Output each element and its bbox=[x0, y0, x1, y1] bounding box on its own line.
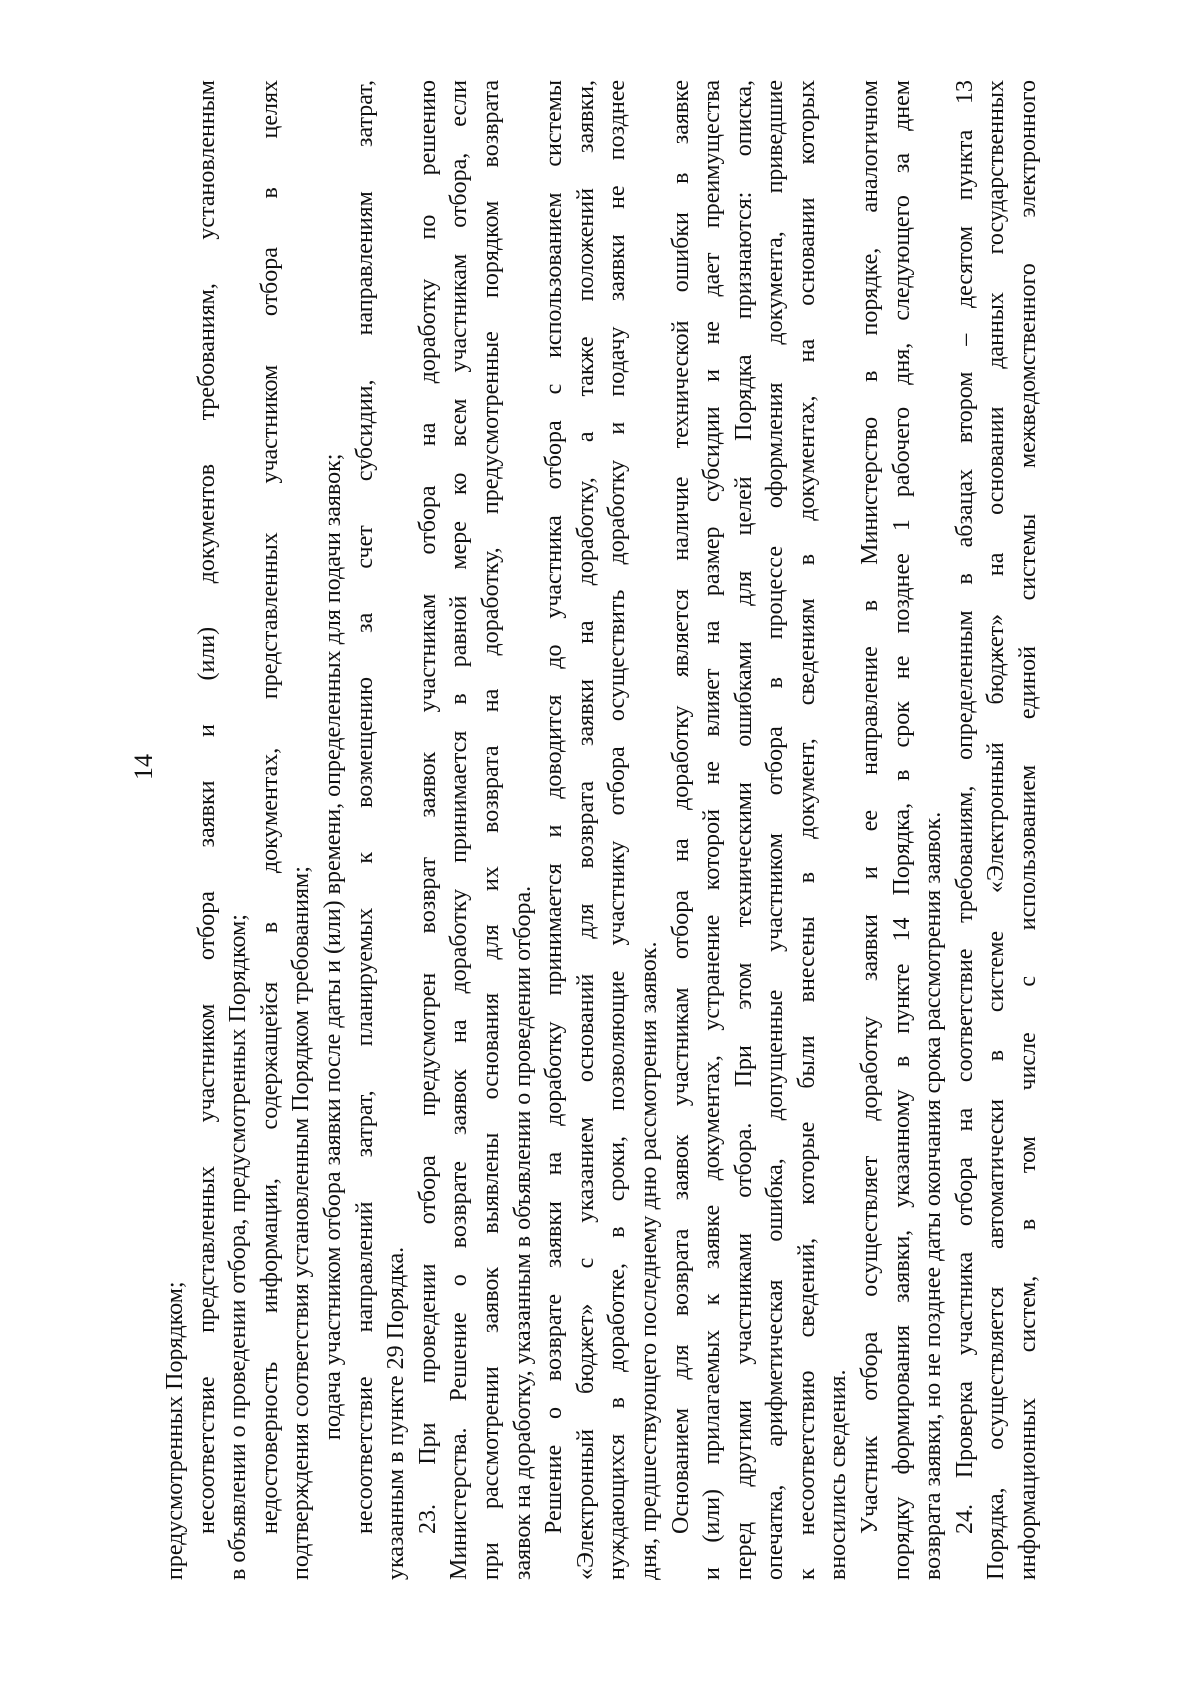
text-line: опечатка, арифметическая ошибка, допущенные участником отбора в процессе оформления документа, приведшие bbox=[762, 80, 789, 1580]
text-line: предусмотренных Порядком; bbox=[162, 1281, 188, 1580]
text-line: при рассмотрении заявок выявлены основания для их возврата на доработку, предусмотренные порядком возврата bbox=[477, 80, 504, 1580]
document-body bbox=[160, 80, 1040, 1580]
text-line: 24. Проверка участника отбора на соответствие требованиям, определенным в абзацах втором – десятом пункта 13 bbox=[951, 80, 978, 1534]
text-line: перед другими участниками отбора. При этом техническими ошибками для целей Порядка признаются: описка, bbox=[730, 80, 757, 1580]
text-line: заявок на доработку, указанным в объявлении о проведении отбора. bbox=[509, 885, 536, 1580]
text-line: Порядка, осуществляется автоматически в системе «Электронный бюджет» на основании данных государственных bbox=[983, 80, 1010, 1580]
text-line: вносились сведения. bbox=[825, 1369, 852, 1580]
text-line: Министерства. Решение о возврате заявок на доработку принимается в равной мере ко всем участникам отбора, если bbox=[446, 80, 473, 1580]
text-line: указанным в пункте 29 Порядка. bbox=[383, 1246, 410, 1580]
text-line: Решение о возврате заявки на доработку принимается и доводится до участника отбора с использованием системы bbox=[541, 80, 568, 1534]
text-line: Участник отбора осуществляет доработку заявки и ее направление в Министерство в порядке, аналогичном bbox=[857, 80, 884, 1534]
text-line: Основанием для возврата заявок участникам отбора на доработку является наличие технической ошибки в заявке bbox=[667, 80, 694, 1534]
text-line: несоответствие представленных участником отбора заявки и (или) документов требованиям, установленным bbox=[193, 80, 220, 1534]
text-line: 23. При проведении отбора предусмотрен возврат заявок участникам отбора на доработку по решению bbox=[414, 80, 441, 1534]
page-number: 14 bbox=[129, 754, 158, 780]
text-line: в объявлении о проведении отбора, предусмотренных Порядком; bbox=[225, 914, 252, 1580]
text-line: и (или) прилагаемых к заявке документах, устранение которой не влияет на размер субсидии и не дает преимущества bbox=[699, 80, 726, 1580]
text-line: подача участником отбора заявки после даты и (или) времени, определенных для подачи заявок; bbox=[319, 453, 346, 1440]
text-line: дня, предшествующего последнему дню рассмотрения заявок. bbox=[635, 941, 662, 1580]
text-line: нуждающихся в доработке, в сроки, позволяющие участнику отбора осуществить доработку и подачу заявки не позднее bbox=[604, 80, 631, 1580]
text-line: подтверждения соответствия установленным Порядком требованиям; bbox=[288, 866, 315, 1580]
text-line: возврата заявки, но не позднее даты окончания срока рассмотрения заявок. bbox=[920, 811, 947, 1580]
text-line: «Электронный бюджет» с указанием оснований для возврата заявки на доработку, а также положений заявки, bbox=[572, 80, 599, 1580]
text-line: порядку формирования заявки, указанному в пункте 14 Порядка, в срок не позднее 1 рабочего дня, следующего за днем bbox=[888, 80, 915, 1580]
text-line: несоответствие направлений затрат, планируемых к возмещению за счет субсидии, направлениям затрат, bbox=[351, 80, 378, 1534]
text-line: информационных систем, в том числе с использованием единой системы межведомственного электронного bbox=[1015, 80, 1042, 1580]
text-line: к несоответствию сведений, которые были внесены в документ, сведениям в документах, на основании которых bbox=[793, 80, 820, 1580]
text-line: недостоверность информации, содержащейся в документах, представленных участником отбора в целях bbox=[256, 80, 283, 1534]
